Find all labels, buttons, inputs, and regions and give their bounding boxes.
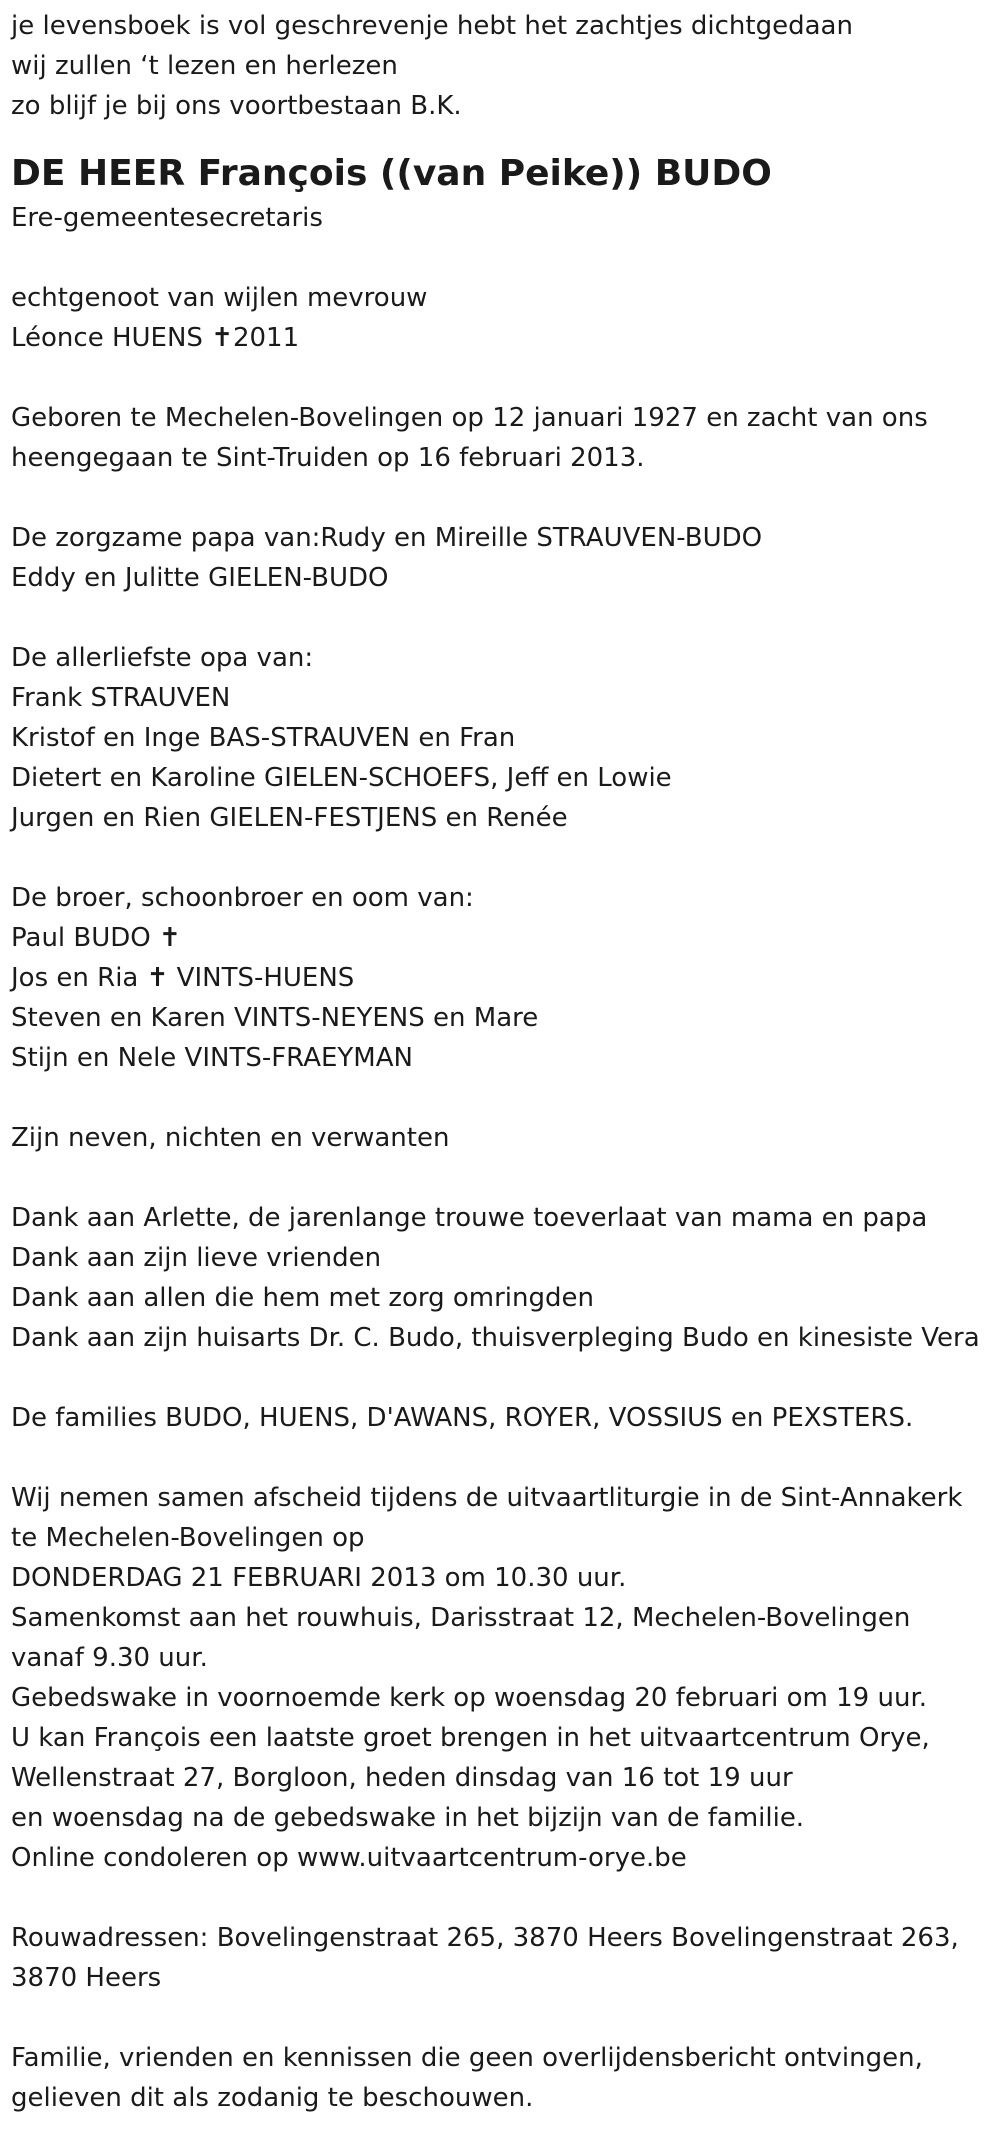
siblings-line: Stijn en Nele VINTS-FRAEYMAN — [11, 1043, 413, 1073]
ceremony-line: DONDERDAG 21 FEBRUARI 2013 om 10.30 uur. — [11, 1563, 627, 1593]
children-section — [11, 518, 1000, 598]
ceremony-section — [11, 1478, 1000, 1878]
grandchildren-line: De allerliefste opa van: — [11, 643, 314, 673]
poem-line: je levensboek is vol geschrevenje hebt het zachtjes dichtgedaan — [11, 11, 853, 41]
children-line: De zorgzame papa van:Rudy en Mireille STRAUVEN-BUDO — [11, 523, 763, 553]
spouse-section — [11, 278, 1000, 358]
spouse-line: echtgenoot van wijlen mevrouw — [11, 283, 428, 313]
children-line: Eddy en Julitte GIELEN-BUDO — [11, 563, 389, 593]
ceremony-line: U kan François een laatste groet brengen in het uitvaartcentrum Orye, — [11, 1723, 930, 1753]
thanks-line: Dank aan allen die hem met zorg omringden — [11, 1283, 594, 1313]
thanks-line: Dank aan Arlette, de jarenlange trouwe toeverlaat van mama en papa — [11, 1203, 928, 1233]
closing-section — [11, 2038, 1000, 2118]
deceased-name-title: DE HEER François ((van Peike)) BUDO — [11, 153, 772, 194]
poem-line: zo blijf je bij ons voortbestaan B.K. — [11, 91, 462, 121]
grandchildren-line: Dietert en Karoline GIELEN-SCHOEFS, Jeff en Lowie — [11, 763, 672, 793]
ceremony-line: Wij nemen samen afscheid tijdens de uitvaartliturgie in de Sint-Annakerk — [11, 1483, 963, 1513]
grandchildren-section — [11, 638, 1000, 838]
siblings-line: Jos en Ria ✝ VINTS-HUENS — [11, 963, 355, 993]
ceremony-line: Samenkomst aan het rouwhuis, Darisstraat 12, Mechelen-Bovelingen — [11, 1603, 911, 1633]
thanks-section — [11, 1198, 1000, 1358]
ceremony-line: te Mechelen-Bovelingen op — [11, 1523, 365, 1553]
grandchildren-line: Jurgen en Rien GIELEN-FESTJENS en Renée — [11, 803, 568, 833]
addresses-line: Rouwadressen: Bovelingenstraat 265, 3870 Heers Bovelingenstraat 263, — [11, 1923, 959, 1953]
thanks-line: Dank aan zijn lieve vrienden — [11, 1243, 382, 1273]
ceremony-line: Wellenstraat 27, Borgloon, heden dinsdag van 16 tot 19 uur — [11, 1763, 793, 1793]
families-line: De families BUDO, HUENS, D'AWANS, ROYER, VOSSIUS en PEXSTERS. — [11, 1403, 914, 1433]
ceremony-line: Gebedswake in voornoemde kerk op woensdag 20 februari om 19 uur. — [11, 1683, 928, 1713]
birth-death-line: Geboren te Mechelen-Bovelingen op 12 januari 1927 en zacht van ons — [11, 403, 928, 433]
closing-line: Familie, vrienden en kennissen die geen overlijdensbericht ontvingen, — [11, 2043, 923, 2073]
grandchildren-line: Kristof en Inge BAS-STRAUVEN en Fran — [11, 723, 516, 753]
birth-death-section — [11, 398, 1000, 478]
siblings-line: De broer, schoonbroer en oom van: — [11, 883, 474, 913]
ceremony-line: en woensdag na de gebedswake in het bijzijn van de familie. — [11, 1803, 805, 1833]
siblings-section — [11, 878, 1000, 1078]
addresses-line: 3870 Heers — [11, 1963, 162, 1993]
siblings-line: Steven en Karen VINTS-NEYENS en Mare — [11, 1003, 539, 1033]
relatives-line: Zijn neven, nichten en verwanten — [11, 1123, 450, 1153]
poem — [11, 6, 1000, 126]
spouse-line: Léonce HUENS ✝2011 — [11, 323, 300, 353]
addresses-section — [11, 1918, 1000, 1998]
birth-death-line: heengegaan te Sint-Truiden op 16 februari 2013. — [11, 443, 645, 473]
siblings-line: Paul BUDO ✝ — [11, 923, 181, 953]
families-section — [11, 1398, 1000, 1438]
ceremony-line: vanaf 9.30 uur. — [11, 1643, 208, 1673]
poem-line: wij zullen ‘t lezen en herlezen — [11, 51, 398, 81]
deceased-profession: Ere-gemeentesecretaris — [11, 203, 323, 233]
grandchildren-line: Frank STRAUVEN — [11, 683, 231, 713]
thanks-line: Dank aan zijn huisarts Dr. C. Budo, thuisverpleging Budo en kinesiste Vera — [11, 1323, 980, 1353]
closing-line: gelieven dit als zodanig te beschouwen. — [11, 2083, 534, 2113]
ceremony-line: Online condoleren op www.uitvaartcentrum-orye.be — [11, 1843, 687, 1873]
relatives-section — [11, 1118, 1000, 1158]
